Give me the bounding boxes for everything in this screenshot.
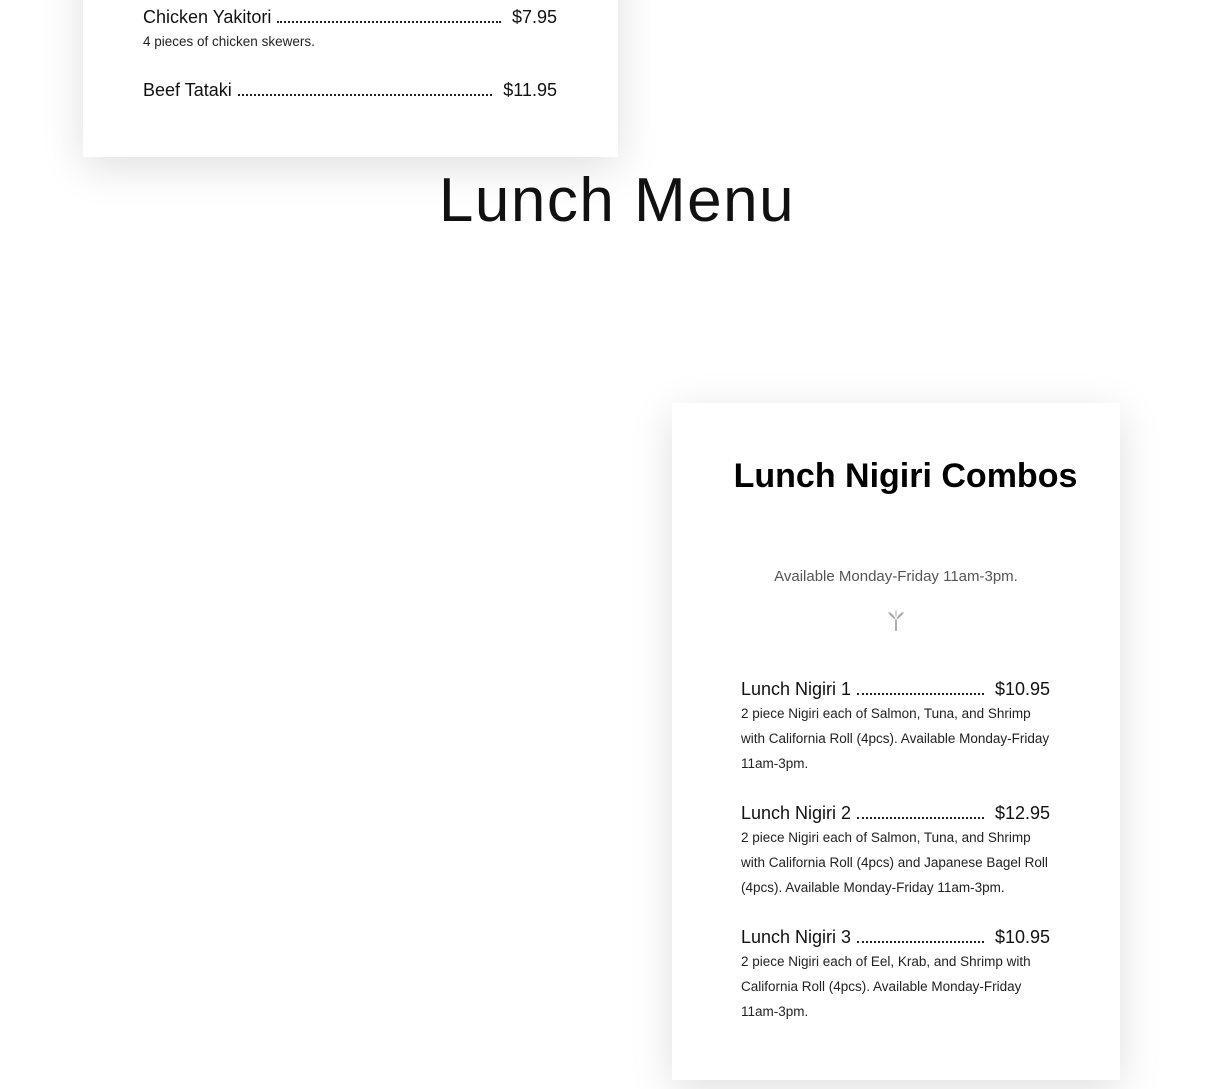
menu-item-price: $11.95 <box>503 80 557 100</box>
menu-item <box>741 800 1050 900</box>
menu-item <box>741 924 1050 1024</box>
menu-item-name: Lunch Nigiri 3 <box>741 927 852 947</box>
leader-dots <box>238 94 493 96</box>
leader-dots <box>857 941 984 943</box>
menu-item <box>143 4 557 54</box>
menu-card-lunch-nigiri <box>672 403 1120 1080</box>
card-title: Lunch Nigiri Combos <box>733 457 1078 495</box>
menu-item-price: $7.95 <box>511 7 557 27</box>
leader-dots <box>277 21 501 23</box>
menu-item-description: 2 piece Nigiri each of Eel, Krab, and Shrimp with California Roll (4pcs). Available Monday-Friday 11am-3pm. <box>741 954 1031 1019</box>
menu-item <box>741 676 1050 776</box>
card-subtitle: Available Monday-Friday 11am-3pm. <box>774 568 1018 585</box>
leaf-icon <box>885 608 907 632</box>
leader-dots <box>857 693 984 695</box>
menu-item <box>143 77 557 101</box>
menu-card-appetizers <box>83 0 618 157</box>
menu-item-price: $10.95 <box>994 927 1050 947</box>
menu-item-name: Chicken Yakitori <box>143 7 272 27</box>
menu-item-description: 4 pieces of chicken skewers. <box>143 34 315 49</box>
leader-dots <box>857 817 984 819</box>
section-heading: Lunch Menu <box>438 166 796 235</box>
menu-item-price: $10.95 <box>994 679 1050 699</box>
menu-item-description: 2 piece Nigiri each of Salmon, Tuna, and Shrimp with California Roll (4pcs). Available Monday-Friday 11am-3pm. <box>741 706 1050 771</box>
menu-item-price: $12.95 <box>994 803 1050 823</box>
menu-item-description: 2 piece Nigiri each of Salmon, Tuna, and Shrimp with California Roll (4pcs) and Japanese Bagel Roll (4pcs). Available Monday-Friday 11am-3pm. <box>741 830 1048 895</box>
menu-item-name: Lunch Nigiri 1 <box>741 679 852 699</box>
menu-item-name: Beef Tataki <box>143 80 232 100</box>
menu-item-name: Lunch Nigiri 2 <box>741 803 852 823</box>
